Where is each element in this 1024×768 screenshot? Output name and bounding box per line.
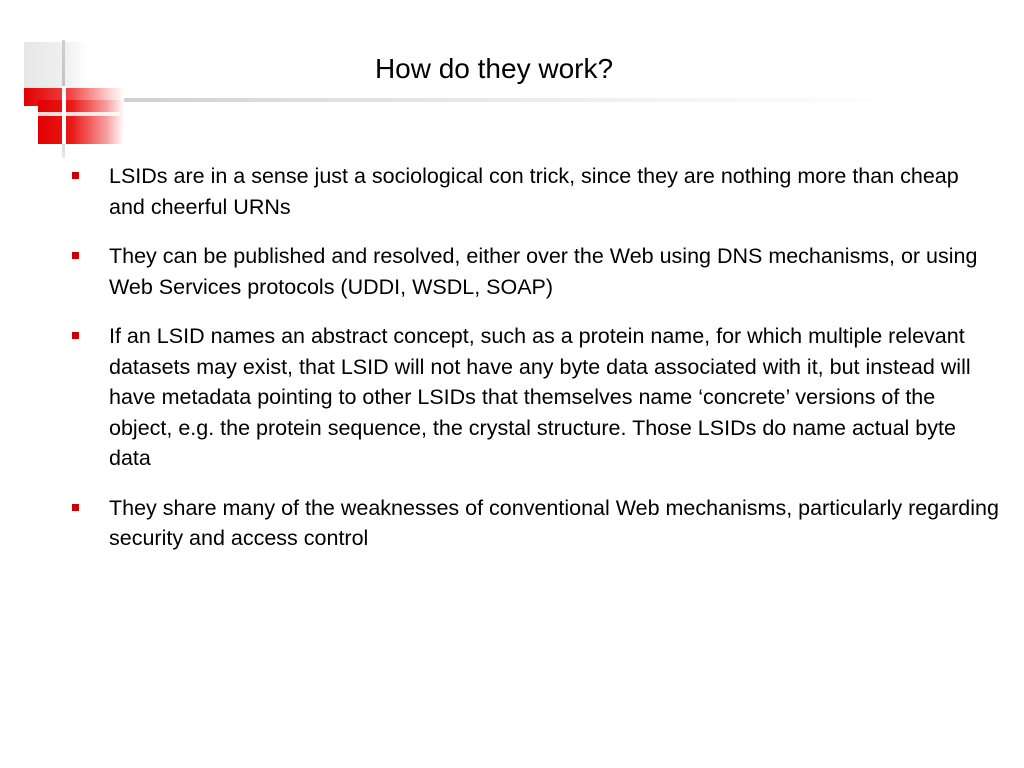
bullet-item [70,241,1000,302]
bullet-text: They can be published and resolved, either over the Web using DNS mechanisms, or using Web Services protocols (UDDI, WSDL, SOAP) [109,244,978,299]
corner-ornament-gap-horizontal [24,112,120,116]
bullet-text: They share many of the weaknesses of conventional Web mechanisms, particularly regarding security and access control [109,495,999,550]
slide-title: How do they work? [374,53,614,84]
square-bullet-icon [72,332,79,339]
corner-ornament-red-block [38,100,124,144]
bullet-item [70,161,1000,222]
square-bullet-icon [72,252,79,259]
bullet-text: If an LSID names an abstract concept, such as a protein name, for which multiple relevant datasets may exist, that LSID will not have any byte data associated with it, but instead will have metadata pointing to other LSIDs that themselves name ‘concrete’ versions of the object, e.g. the protein sequence, the crystal structure. Those LSIDs do name actual byte data [109,324,971,470]
square-bullet-icon [72,504,79,511]
corner-ornament-gap-vertical [62,86,66,144]
square-bullet-icon [72,172,79,179]
bullet-text: LSIDs are in a sense just a sociological con trick, since they are nothing more than cheap and cheerful URNs [109,164,959,219]
bullet-list [70,161,1000,573]
bullet-item [70,321,1000,474]
bullet-item [70,493,1000,554]
title-divider-line [24,98,904,102]
